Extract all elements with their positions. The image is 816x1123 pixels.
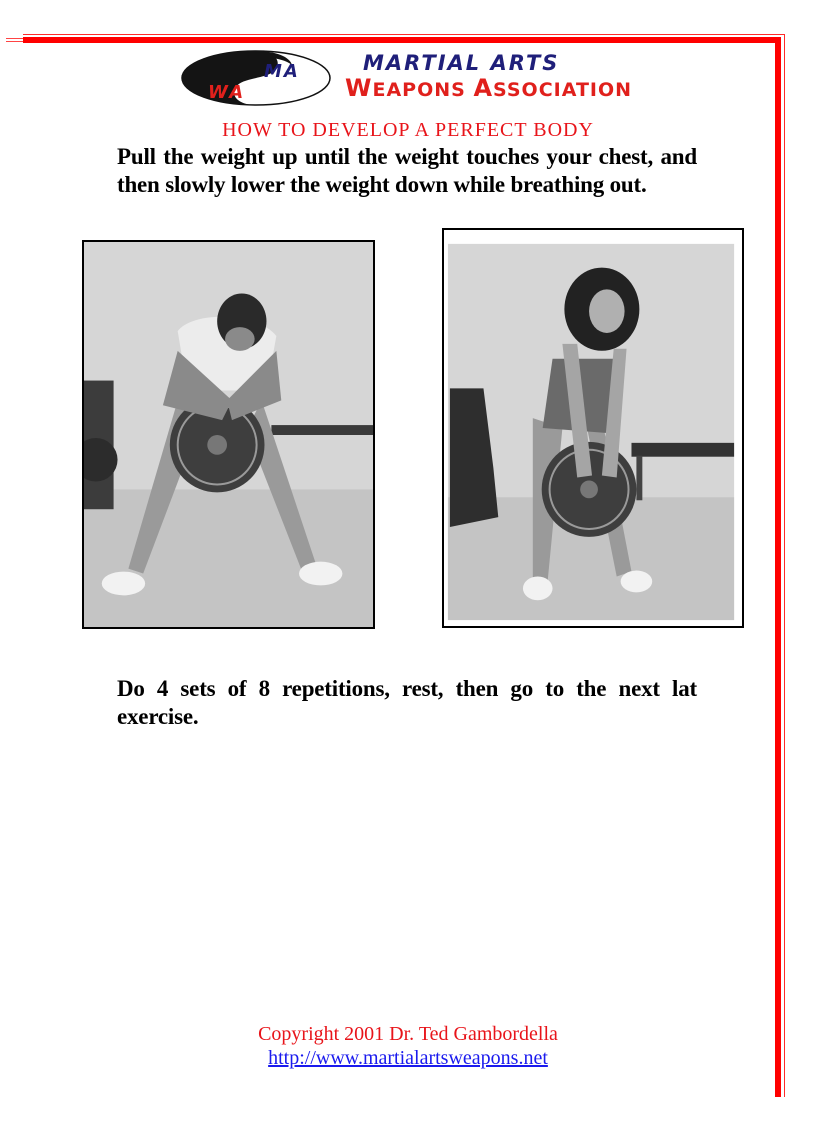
instruction-paragraph-2: Do 4 sets of 8 repetitions, rest, then go to the next lat exercise. (117, 676, 697, 729)
svg-text:WA: WA (208, 82, 246, 103)
section-title: HOW TO DEVELOP A PERFECT BODY (222, 119, 594, 141)
yin-yang-emblem-icon (180, 49, 332, 107)
border-top-bar (23, 37, 781, 43)
border-left-stub (6, 38, 23, 42)
mawa-logo (180, 49, 640, 107)
logo-wordmark (345, 51, 632, 103)
logo-line-weapons-association: WEAPONS ASSOCIATION (345, 74, 633, 102)
border-right-thin-line (784, 34, 785, 1097)
exercise-photo-woman (442, 228, 744, 628)
border-right-bar (775, 37, 781, 1097)
website-link[interactable]: http://www.martialartsweapons.net (268, 1047, 548, 1069)
copyright-text: Copyright 2001 Dr. Ted Gambordella (258, 1023, 558, 1045)
photo-woman-illustration (444, 230, 742, 626)
svg-text:MA: MA (264, 61, 300, 82)
instruction-paragraph-1: Pull the weight up until the weight touches your chest, and then slowly lower the weight down while breathing out. (117, 144, 697, 197)
footer (0, 1022, 816, 1070)
photo-man-illustration (84, 242, 373, 627)
border-top-thin-line (23, 34, 785, 35)
exercise-photo-man (82, 240, 375, 629)
logo-line-martial-arts: MARTIAL ARTS (363, 51, 560, 75)
